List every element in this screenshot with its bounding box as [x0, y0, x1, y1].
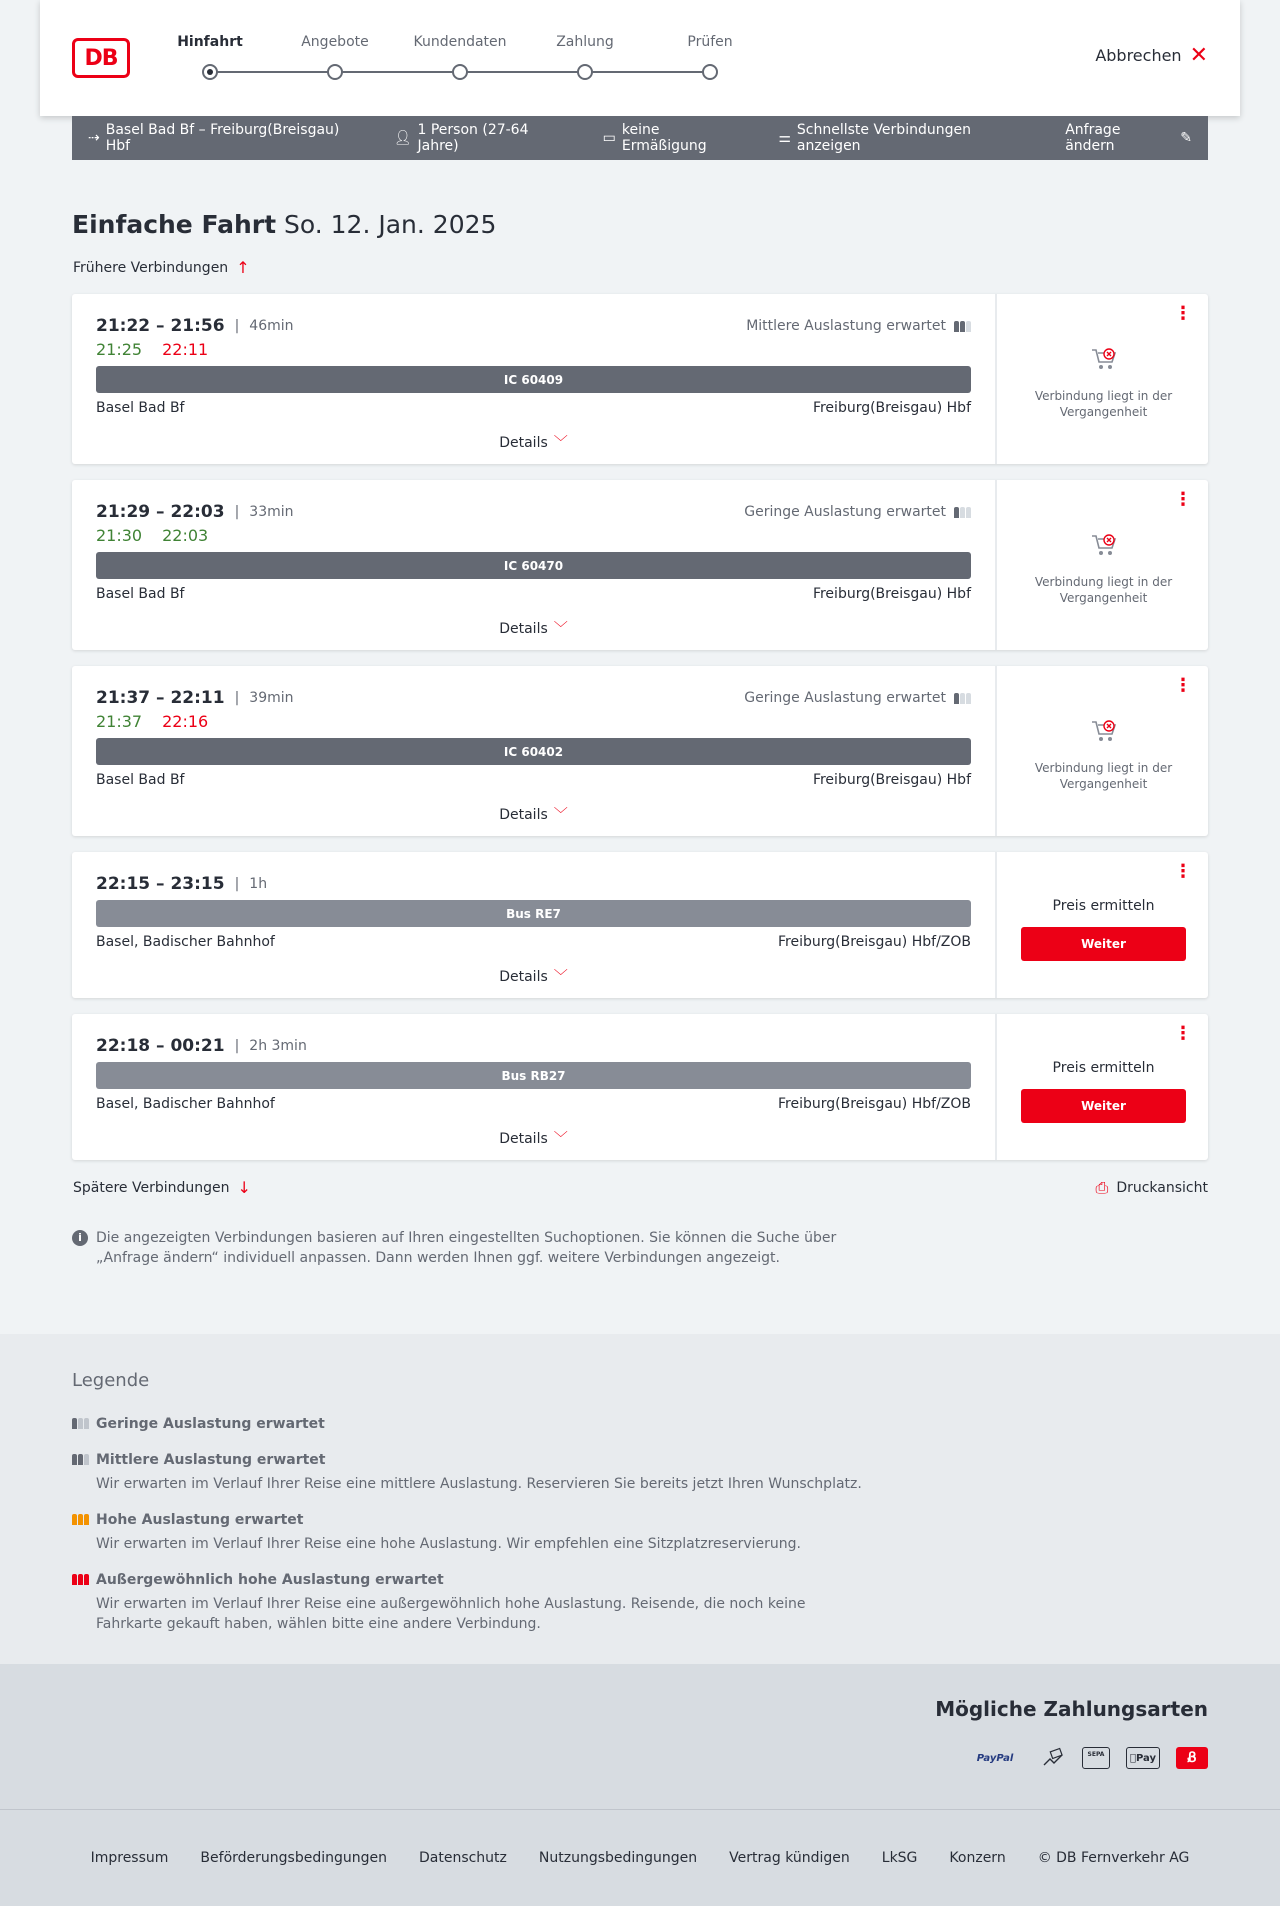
duration: 2h 3min	[249, 1038, 307, 1054]
stations	[96, 772, 971, 788]
train-bar[interactable]	[96, 552, 971, 579]
connection-times	[96, 502, 294, 522]
page-title	[72, 210, 496, 239]
duration: 1h	[249, 876, 268, 892]
arrow-down-icon: ↓	[237, 1178, 251, 1197]
step-dot	[202, 64, 218, 80]
step-kundendaten	[400, 34, 520, 80]
step-dot	[577, 64, 593, 80]
bus-bar[interactable]	[96, 900, 971, 927]
footer-link-vertrag-kuendigen[interactable]: Vertrag kündigen	[729, 1850, 850, 1866]
destination-station: Freiburg(Breisgau) Hbf/ZOB	[778, 1096, 971, 1112]
connection-times	[96, 1036, 307, 1056]
later-connections-link[interactable]	[73, 1178, 251, 1197]
printer-icon: ⎙	[1095, 1178, 1109, 1197]
discount-text: keine Ermäßigung	[621, 122, 707, 154]
connection-card	[72, 1014, 1208, 1160]
info-icon: i	[72, 1230, 88, 1246]
trip-date: So. 12. Jan. 2025	[284, 210, 497, 239]
duration: 46min	[249, 318, 294, 334]
connection-main	[72, 1014, 995, 1160]
legend-title: Legende	[72, 1370, 150, 1391]
legend-section	[0, 1334, 1280, 1664]
chevron-down-icon: ﹀	[553, 807, 568, 823]
chevron-down-icon: ﹀	[553, 969, 568, 985]
footer	[0, 1809, 1280, 1906]
details-label: Details	[499, 621, 548, 637]
destination-station: Freiburg(Breisgau) Hbf	[812, 586, 971, 602]
step-angebote	[275, 34, 395, 80]
past-connection-info	[997, 346, 1210, 420]
occupancy-medium-icon	[954, 321, 971, 332]
occupancy-low-icon	[954, 507, 971, 518]
connection-times	[96, 316, 294, 336]
close-icon: ✕	[1189, 42, 1208, 68]
step-label: Zahlung	[556, 34, 614, 50]
price-label: Preis ermitteln	[1052, 1060, 1155, 1076]
planned-times: 22:18 – 00:21	[96, 1036, 225, 1056]
connection-main	[72, 852, 995, 998]
occupancy-info	[744, 690, 971, 706]
occupancy-low-icon	[72, 1418, 89, 1429]
chevron-down-icon: ﹀	[553, 435, 568, 451]
info-note	[72, 1228, 852, 1268]
duration: 39min	[249, 690, 294, 706]
train-bar[interactable]	[96, 738, 971, 765]
info-text: Die angezeigten Verbindungen basieren auf Ihren eingestellten Suchoptionen. Sie können die Suche über „Anfrage ändern“ individuell anpassen. Dann werden Ihnen ggf. weitere Verbindungen angezeigt.	[96, 1230, 837, 1266]
connection-card	[72, 294, 1208, 464]
occupancy-text: Geringe Auslastung erwartet	[744, 504, 946, 520]
legend-item-title	[72, 1416, 872, 1432]
traveller-summary	[394, 122, 569, 154]
edit-request-button[interactable]	[1065, 122, 1192, 154]
continue-label: Weiter	[1081, 1099, 1126, 1113]
connection-card	[72, 666, 1208, 836]
price-label: Preis ermitteln	[1052, 898, 1155, 914]
realtime-arrival: 22:16	[162, 712, 209, 731]
origin-station: Basel Bad Bf	[96, 400, 185, 416]
past-connection-text: Verbindung liegt in der Vergangenheit	[1034, 389, 1173, 419]
separator: |	[234, 690, 240, 706]
paypal-icon: PayPal	[976, 1752, 1014, 1764]
connection-side	[995, 852, 1208, 998]
legend-item-high	[72, 1512, 872, 1554]
past-connection-text: Verbindung liegt in der Vergangenheit	[1034, 575, 1173, 605]
train-bar[interactable]	[96, 366, 971, 393]
legend-item-desc: Wir erwarten im Verlauf Ihrer Reise eine hohe Auslastung. Wir empfehlen eine Sitzplatzreservierung.	[96, 1536, 801, 1552]
later-label: Spätere Verbindungen	[73, 1179, 230, 1196]
planned-times: 21:37 – 22:11	[96, 688, 225, 708]
connection-card	[72, 852, 1208, 998]
occupancy-medium-icon	[72, 1454, 89, 1465]
cancel-button[interactable]	[1095, 42, 1208, 68]
footer-link-nutzungsbedingungen[interactable]: Nutzungsbedingungen	[538, 1850, 698, 1866]
route-summary	[88, 122, 360, 154]
legend-item-medium	[72, 1452, 872, 1494]
occupancy-low-icon	[954, 693, 971, 704]
details-label: Details	[499, 435, 548, 451]
stations	[96, 586, 971, 602]
continue-button[interactable]	[1021, 927, 1186, 961]
realtime	[96, 526, 208, 545]
discount-summary	[603, 122, 745, 154]
cart-unavailable-icon	[1090, 718, 1118, 744]
occupancy-text: Geringe Auslastung erwartet	[744, 690, 946, 706]
connection-side	[995, 294, 1208, 464]
earlier-label: Frühere Verbindungen	[73, 259, 229, 276]
past-connection-text: Verbindung liegt in der Vergangenheit	[1034, 761, 1173, 791]
progress-stepper	[170, 34, 770, 84]
cancel-label: Abbrechen	[1095, 46, 1182, 65]
step-pruefen	[650, 34, 770, 80]
search-summary-bar	[72, 116, 1208, 160]
train-label: IC 60402	[503, 744, 564, 759]
legend-title-text: Mittlere Auslastung erwartet	[96, 1452, 326, 1468]
train-label: IC 60409	[503, 372, 564, 387]
option-summary	[778, 122, 1031, 154]
step-dot	[327, 64, 343, 80]
connection-card	[72, 480, 1208, 650]
print-view-link[interactable]	[1096, 1178, 1208, 1198]
continue-button[interactable]	[1021, 1089, 1186, 1123]
legend-item-title	[72, 1452, 872, 1468]
destination-station: Freiburg(Breisgau) Hbf	[812, 400, 971, 416]
legend-item-title	[72, 1512, 872, 1528]
more-options-icon[interactable]: ⋮	[1174, 303, 1192, 324]
step-label: Hinfahrt	[177, 34, 243, 50]
occupancy-high-icon	[72, 1514, 89, 1525]
card-icon: ▭	[602, 130, 616, 146]
chevron-down-icon: ﹀	[553, 621, 568, 637]
separator: |	[234, 504, 240, 520]
destination-station: Freiburg(Breisgau) Hbf/ZOB	[778, 934, 971, 950]
legend-title-text: Geringe Auslastung erwartet	[96, 1416, 325, 1432]
db-bonus-icon: Ᏸ	[1176, 1747, 1208, 1769]
separator: |	[234, 1038, 240, 1054]
origin-station: Basel, Badischer Bahnhof	[96, 1096, 275, 1112]
legend-item-desc: Wir erwarten im Verlauf Ihrer Reise eine außergewöhnlich hohe Auslastung. Reisende, die noch keine Fahrkarte gekauft haben, wählen bitte eine andere Verbindung.	[96, 1596, 806, 1632]
header	[40, 0, 1240, 116]
legend-item-desc: Wir erwarten im Verlauf Ihrer Reise eine mittlere Auslastung. Reservieren Sie bereits jetzt Ihren Wunschplatz.	[96, 1476, 862, 1492]
option-text: Schnellste Verbindungen anzeigen	[796, 122, 971, 154]
step-label: Prüfen	[687, 34, 733, 50]
footer-link-befoerderungsbedingungen[interactable]: Beförderungsbedingungen	[200, 1850, 387, 1866]
step-label: Angebote	[301, 34, 369, 50]
details-label: Details	[499, 969, 548, 985]
logo-text: DB	[84, 45, 118, 71]
origin-station: Basel Bad Bf	[96, 772, 185, 788]
payment-icons	[966, 1747, 1208, 1769]
footer-link-lksg[interactable]: LkSG	[881, 1850, 918, 1866]
planned-times: 21:22 – 21:56	[96, 316, 225, 336]
occupancy-exceptional-icon	[72, 1574, 89, 1585]
person-icon: 👤︎	[393, 130, 412, 146]
more-options-icon[interactable]: ⋮	[1174, 489, 1192, 510]
chevron-down-icon: ﹀	[553, 1131, 568, 1147]
legend-title-text: Hohe Auslastung erwartet	[96, 1512, 304, 1528]
details-toggle[interactable]	[72, 432, 995, 452]
connection-side	[995, 666, 1208, 836]
more-options-icon[interactable]: ⋮	[1174, 1023, 1192, 1044]
sliders-icon: ⚌	[778, 130, 791, 146]
more-options-icon[interactable]: ⋮	[1174, 675, 1192, 696]
realtime	[96, 712, 208, 731]
footer-link-impressum[interactable]: Impressum	[90, 1850, 169, 1866]
past-connection-info	[997, 532, 1210, 606]
separator: |	[234, 318, 240, 334]
origin-station: Basel Bad Bf	[96, 586, 185, 602]
separator: |	[234, 876, 240, 892]
connection-main	[72, 666, 995, 836]
details-label: Details	[499, 807, 548, 823]
legend-item-low	[72, 1416, 872, 1432]
train-label: IC 60470	[503, 558, 564, 573]
footer-copyright: © DB Fernverkehr AG	[1037, 1850, 1190, 1866]
connection-side	[995, 1014, 1208, 1160]
traveller-text: 1 Person (27-64 Jahre)	[417, 122, 529, 154]
details-toggle[interactable]	[72, 1128, 995, 1148]
step-dot	[702, 64, 718, 80]
occupancy-info	[746, 318, 971, 334]
route-text: Basel Bad Bf – Freiburg(Breisgau) Hbf	[105, 122, 340, 154]
legend-item-exceptional	[72, 1572, 872, 1634]
cart-unavailable-icon	[1090, 532, 1118, 558]
details-toggle[interactable]	[72, 804, 995, 824]
pencil-icon: ✎	[1180, 130, 1192, 146]
sepa-icon: SEPA	[1082, 1747, 1110, 1769]
train-label: Bus RB27	[501, 1068, 566, 1083]
print-label: Druckansicht	[1116, 1180, 1208, 1196]
arrow-right-icon: ⇢	[88, 130, 100, 146]
past-connection-info	[997, 718, 1210, 792]
payment-title: Mögliche Zahlungsarten	[935, 1697, 1208, 1721]
footer-link-datenschutz[interactable]: Datenschutz	[418, 1850, 507, 1866]
legend-title-text: Außergewöhnlich hohe Auslastung erwartet	[96, 1572, 444, 1588]
planned-times: 22:15 – 23:15	[96, 874, 225, 894]
realtime-departure: 21:30	[96, 526, 143, 545]
bus-bar[interactable]	[96, 1062, 971, 1089]
realtime-arrival: 22:11	[162, 340, 209, 359]
occupancy-info	[744, 504, 971, 520]
credit-card-icon	[1040, 1747, 1066, 1769]
train-label: Bus RE7	[506, 906, 561, 921]
stations	[96, 934, 971, 950]
realtime-departure: 21:37	[96, 712, 143, 731]
planned-times: 21:29 – 22:03	[96, 502, 225, 522]
details-label: Details	[499, 1131, 548, 1147]
payment-methods-section	[0, 1664, 1280, 1809]
connection-times	[96, 688, 294, 708]
apple-pay-icon: Pay	[1126, 1747, 1160, 1769]
details-toggle[interactable]	[72, 966, 995, 986]
origin-station: Basel, Badischer Bahnhof	[96, 934, 275, 950]
edit-label: Anfrage ändern	[1065, 122, 1121, 154]
destination-station: Freiburg(Breisgau) Hbf	[812, 772, 971, 788]
continue-label: Weiter	[1081, 937, 1126, 951]
details-toggle[interactable]	[72, 618, 995, 638]
stations	[96, 400, 971, 416]
stations	[96, 1096, 971, 1112]
duration: 33min	[249, 504, 294, 520]
arrow-up-icon: ↑	[236, 258, 250, 277]
footer-link-konzern[interactable]: Konzern	[949, 1850, 1006, 1866]
more-options-icon[interactable]: ⋮	[1174, 861, 1192, 882]
occupancy-text: Mittlere Auslastung erwartet	[746, 318, 946, 334]
realtime	[96, 340, 208, 359]
step-dot	[452, 64, 468, 80]
db-logo[interactable]	[72, 38, 130, 78]
cart-unavailable-icon	[1090, 346, 1118, 372]
trip-type: Einfache Fahrt	[72, 210, 277, 239]
step-label: Kundendaten	[413, 34, 507, 50]
earlier-connections-link[interactable]	[73, 258, 250, 277]
legend-item-title	[72, 1572, 872, 1588]
realtime-arrival: 22:03	[162, 526, 209, 545]
step-hinfahrt	[150, 34, 270, 80]
step-zahlung	[525, 34, 645, 80]
connection-main	[72, 480, 995, 650]
connection-main	[72, 294, 995, 464]
realtime-departure: 21:25	[96, 340, 143, 359]
connection-times	[96, 874, 267, 894]
connection-side	[995, 480, 1208, 650]
